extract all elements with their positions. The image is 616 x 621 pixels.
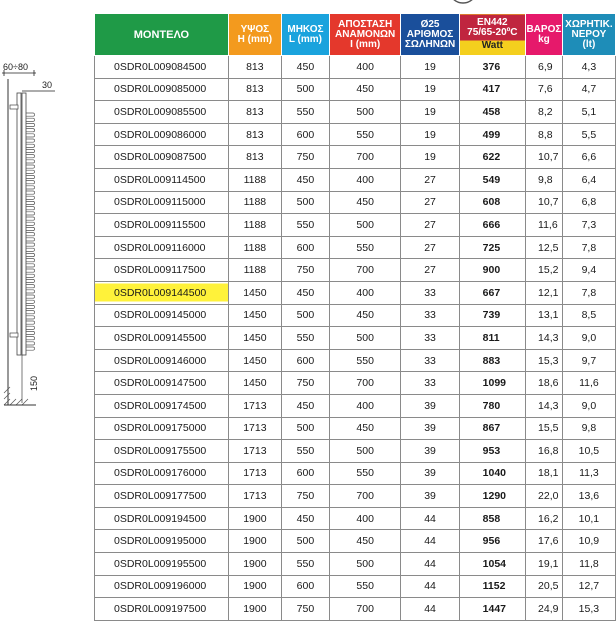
table-row [95,327,616,350]
length-cell: 450 [281,281,329,304]
water-cell: 10,1 [562,507,615,530]
height-cell: 1900 [228,507,281,530]
tubes-cell: 39 [401,462,459,485]
radiator-fin [26,279,35,282]
water-cell: 9,0 [562,327,615,350]
top-offset-label: 30 [42,80,53,90]
weight-cell: 9,8 [526,168,563,191]
length-cell: 450 [281,507,329,530]
radiator-fin [26,248,35,251]
tubes-cell: 27 [401,214,459,237]
length-cell: 550 [281,214,329,237]
tubes-cell: 44 [401,507,459,530]
radiator-fin [26,207,35,210]
model-cell: 0SDR0L009177500 [95,485,229,508]
height-cell: 1713 [228,417,281,440]
weight-cell: 14,3 [526,394,563,417]
model-cell: 0SDR0L009084500 [95,56,229,79]
table-row [95,394,616,417]
weight-cell: 8,8 [526,123,563,146]
watt-cell: 417 [459,78,525,101]
radiator-fin [26,290,35,293]
water-cell: 7,8 [562,236,615,259]
top-ornament [446,0,480,6]
tubes-cell: 19 [401,56,459,79]
water-cell: 4,3 [562,56,615,79]
height-cell: 813 [228,101,281,124]
header-length: ΜΗΚΟΣ L (mm) [281,14,329,56]
tubes-cell: 44 [401,575,459,598]
length-cell: 550 [281,101,329,124]
weight-cell: 10,7 [526,191,563,214]
water-cell: 10,9 [562,530,615,553]
model-cell: 0SDR0L009175500 [95,440,229,463]
spacing-cell: 450 [329,530,401,553]
weight-cell: 12,5 [526,236,563,259]
length-cell: 750 [281,146,329,169]
spacing-cell: 500 [329,553,401,576]
water-cell: 13,6 [562,485,615,508]
radiator-fin [26,181,35,184]
radiator-fin [26,285,35,288]
height-cell: 1900 [228,598,281,621]
height-cell: 813 [228,78,281,101]
water-cell: 10,5 [562,440,615,463]
weight-cell: 10,7 [526,146,563,169]
radiator-fin [26,201,35,204]
watt-cell: 608 [459,191,525,214]
watt-cell: 858 [459,507,525,530]
depth-label: 60÷80 [3,62,28,72]
watt-cell: 499 [459,123,525,146]
radiator-fin [26,264,35,267]
radiator-fin [26,305,35,308]
radiator-fin [26,155,35,158]
table-row [95,281,616,304]
length-cell: 450 [281,56,329,79]
model-cell: 0SDR0L009086000 [95,123,229,146]
tubes-cell: 27 [401,168,459,191]
model-cell: 0SDR0L009115000 [95,191,229,214]
weight-cell: 16,8 [526,440,563,463]
radiator-fin [26,295,35,298]
table-row [95,214,616,237]
spacing-cell: 550 [329,462,401,485]
radiator-fin [26,129,35,132]
height-cell: 1450 [228,349,281,372]
radiator-fin [26,342,35,345]
tubes-cell: 19 [401,146,459,169]
weight-cell: 14,3 [526,327,563,350]
height-cell: 1900 [228,530,281,553]
weight-cell: 17,6 [526,530,563,553]
model-cell: 0SDR0L009114500 [95,168,229,191]
spacing-cell: 450 [329,191,401,214]
model-cell: 0SDR0L009144500 [95,281,229,304]
length-cell: 500 [281,417,329,440]
radiator-fin [26,170,35,173]
radiator-fin [26,118,35,121]
spacing-cell: 700 [329,259,401,282]
spacing-cell: 400 [329,507,401,530]
model-cell: 0SDR0L009174500 [95,394,229,417]
spacing-cell: 700 [329,146,401,169]
water-cell: 9,8 [562,417,615,440]
spacing-cell: 700 [329,598,401,621]
water-cell: 5,1 [562,101,615,124]
watt-cell: 1290 [459,485,525,508]
water-cell: 9,4 [562,259,615,282]
weight-cell: 7,6 [526,78,563,101]
height-cell: 813 [228,56,281,79]
table-row [95,101,616,124]
length-cell: 750 [281,372,329,395]
weight-cell: 24,9 [526,598,563,621]
height-cell: 1900 [228,553,281,576]
height-cell: 1188 [228,259,281,282]
spacing-cell: 400 [329,168,401,191]
radiator-fin [26,165,35,168]
height-cell: 1713 [228,440,281,463]
radiator-fin [26,227,35,230]
tubes-cell: 39 [401,440,459,463]
height-cell: 1188 [228,214,281,237]
radiator-fin [26,149,35,152]
weight-cell: 20,5 [526,575,563,598]
radiator-fin [26,269,35,272]
height-cell: 1450 [228,304,281,327]
radiator-fin [26,212,35,215]
radiator-fin [26,326,35,329]
spacing-cell: 400 [329,281,401,304]
radiator-fin [26,316,35,319]
spacing-cell: 400 [329,394,401,417]
radiator-fin [26,259,35,262]
water-cell: 5,5 [562,123,615,146]
height-cell: 1188 [228,168,281,191]
header-watt: EN442 75/65-20ºC Watt [459,14,525,56]
table-row [95,462,616,485]
table-row [95,575,616,598]
tubes-cell: 33 [401,327,459,350]
bottom-label: 150 [29,375,39,391]
height-cell: 1188 [228,191,281,214]
length-cell: 500 [281,304,329,327]
table-row [95,598,616,621]
weight-cell: 15,2 [526,259,563,282]
watt-cell: 1054 [459,553,525,576]
length-cell: 750 [281,598,329,621]
water-cell: 15,3 [562,598,615,621]
table-row [95,507,616,530]
spacing-cell: 700 [329,485,401,508]
water-cell: 11,6 [562,372,615,395]
radiator-fin [26,347,35,350]
model-cell: 0SDR0L009147500 [95,372,229,395]
table-row [95,417,616,440]
watt-cell: 739 [459,304,525,327]
table-row [95,168,616,191]
height-cell: 1713 [228,485,281,508]
length-cell: 600 [281,123,329,146]
water-cell: 9,7 [562,349,615,372]
header-row [95,14,616,56]
model-cell: 0SDR0L009087500 [95,146,229,169]
watt-cell: 953 [459,440,525,463]
weight-cell: 15,5 [526,417,563,440]
tubes-cell: 39 [401,485,459,508]
watt-cell: 1099 [459,372,525,395]
watt-cell: 867 [459,417,525,440]
weight-cell: 12,1 [526,281,563,304]
model-cell: 0SDR0L009117500 [95,259,229,282]
length-cell: 450 [281,168,329,191]
header-weight: ΒΑΡΟΣ kg [526,14,563,56]
header-water: ΧΩΡΗΤΙΚ. ΝΕΡΟΥ (lt) [562,14,615,56]
water-cell: 7,3 [562,214,615,237]
model-cell: 0SDR0L009146000 [95,349,229,372]
tubes-cell: 27 [401,191,459,214]
radiator-fin [26,233,35,236]
spacing-cell: 500 [329,327,401,350]
table-row [95,485,616,508]
table-row [95,304,616,327]
weight-cell: 22,0 [526,485,563,508]
length-cell: 600 [281,236,329,259]
spacing-cell: 700 [329,372,401,395]
table-row [95,259,616,282]
radiator-fin [26,274,35,277]
model-cell: 0SDR0L009085500 [95,101,229,124]
height-cell: 1450 [228,281,281,304]
table-row [95,123,616,146]
tubes-cell: 33 [401,281,459,304]
spacing-cell: 500 [329,101,401,124]
specifications-table [94,13,616,621]
model-cell: 0SDR0L009195000 [95,530,229,553]
watt-cell: 811 [459,327,525,350]
model-cell: 0SDR0L009196000 [95,575,229,598]
model-cell: 0SDR0L009194500 [95,507,229,530]
height-cell: 1188 [228,236,281,259]
model-cell: 0SDR0L009197500 [95,598,229,621]
model-cell: 0SDR0L009116000 [95,236,229,259]
radiator-fin [26,191,35,194]
water-cell: 9,0 [562,394,615,417]
model-cell: 0SDR0L009115500 [95,214,229,237]
weight-cell: 18,1 [526,462,563,485]
tubes-cell: 44 [401,553,459,576]
height-cell: 1450 [228,372,281,395]
radiator-fin [26,160,35,163]
radiator-fin [26,253,35,256]
watt-cell: 666 [459,214,525,237]
watt-cell: 900 [459,259,525,282]
table-row [95,56,616,79]
spacing-cell: 550 [329,575,401,598]
watt-cell: 956 [459,530,525,553]
model-cell: 0SDR0L009145500 [95,327,229,350]
radiator-fin [26,186,35,189]
watt-cell: 1447 [459,598,525,621]
weight-cell: 18,6 [526,372,563,395]
water-cell: 6,4 [562,168,615,191]
length-cell: 500 [281,78,329,101]
length-cell: 750 [281,259,329,282]
radiator-fin [26,243,35,246]
height-cell: 1713 [228,462,281,485]
radiator-fin [26,175,35,178]
radiator-fin [26,123,35,126]
table-row [95,191,616,214]
weight-cell: 11,6 [526,214,563,237]
header-height: ΥΨΟΣ H (mm) [228,14,281,56]
tubes-cell: 19 [401,123,459,146]
model-cell: 0SDR0L009085000 [95,78,229,101]
table-row [95,372,616,395]
radiator-fin [26,113,35,116]
tubes-cell: 39 [401,417,459,440]
radiator-fin [26,144,35,147]
water-cell: 8,5 [562,304,615,327]
radiator-fin [26,300,35,303]
radiator-fin [26,139,35,142]
length-cell: 600 [281,349,329,372]
water-cell: 11,3 [562,462,615,485]
radiator-fin [26,238,35,241]
tubes-cell: 19 [401,78,459,101]
spacing-cell: 400 [329,56,401,79]
spacing-cell: 450 [329,78,401,101]
weight-cell: 15,3 [526,349,563,372]
length-cell: 550 [281,553,329,576]
watt-cell: 725 [459,236,525,259]
model-cell: 0SDR0L009195500 [95,553,229,576]
water-cell: 7,8 [562,281,615,304]
water-cell: 12,7 [562,575,615,598]
spacing-cell: 500 [329,440,401,463]
table-row [95,530,616,553]
watt-cell: 1152 [459,575,525,598]
weight-cell: 19,1 [526,553,563,576]
table-row [95,553,616,576]
header-tubes: Ø25 ΑΡΙΘΜΟΣ ΣΩΛΗΝΩΝ [401,14,459,56]
water-cell: 4,7 [562,78,615,101]
tubes-cell: 33 [401,304,459,327]
water-cell: 11,8 [562,553,615,576]
watt-cell: 667 [459,281,525,304]
weight-cell: 6,9 [526,56,563,79]
tubes-cell: 27 [401,259,459,282]
watt-cell: 376 [459,56,525,79]
length-cell: 600 [281,575,329,598]
tubes-cell: 44 [401,598,459,621]
water-cell: 6,6 [562,146,615,169]
table-row [95,349,616,372]
radiator-fin [26,321,35,324]
length-cell: 750 [281,485,329,508]
radiator-fin [26,134,35,137]
tubes-cell: 19 [401,101,459,124]
header-model: ΜΟΝΤΕΛΟ [95,14,229,56]
spacing-cell: 550 [329,123,401,146]
radiator-fin [26,222,35,225]
weight-cell: 13,1 [526,304,563,327]
spacing-cell: 550 [329,349,401,372]
table-row [95,78,616,101]
height-cell: 1900 [228,575,281,598]
radiator-side-diagram [0,55,92,415]
length-cell: 500 [281,191,329,214]
header-spacing: ΑΠΟΣΤΑΣΗ ΑΝΑΜΟΝΩΝ I (mm) [329,14,401,56]
height-cell: 813 [228,123,281,146]
model-cell: 0SDR0L009175000 [95,417,229,440]
length-cell: 450 [281,394,329,417]
length-cell: 600 [281,462,329,485]
height-cell: 1713 [228,394,281,417]
radiator-fin [26,331,35,334]
watt-cell: 1040 [459,462,525,485]
model-cell: 0SDR0L009176000 [95,462,229,485]
tubes-cell: 33 [401,372,459,395]
length-cell: 550 [281,327,329,350]
length-cell: 500 [281,530,329,553]
model-cell: 0SDR0L009145000 [95,304,229,327]
weight-cell: 8,2 [526,101,563,124]
spacing-cell: 450 [329,417,401,440]
watt-cell: 780 [459,394,525,417]
height-cell: 1450 [228,327,281,350]
tubes-cell: 44 [401,530,459,553]
table-row [95,440,616,463]
length-cell: 550 [281,440,329,463]
spacing-cell: 550 [329,236,401,259]
tubes-cell: 27 [401,236,459,259]
radiator-fin [26,217,35,220]
table-row [95,146,616,169]
radiator-fin [26,337,35,340]
watt-cell: 622 [459,146,525,169]
radiator-fin [26,311,35,314]
height-cell: 813 [228,146,281,169]
table-row [95,236,616,259]
watt-cell: 458 [459,101,525,124]
spacing-cell: 450 [329,304,401,327]
water-cell: 6,8 [562,191,615,214]
weight-cell: 16,2 [526,507,563,530]
watt-cell: 883 [459,349,525,372]
radiator-fin [26,196,35,199]
tubes-cell: 39 [401,394,459,417]
watt-cell: 549 [459,168,525,191]
spacing-cell: 500 [329,214,401,237]
tubes-cell: 33 [401,349,459,372]
